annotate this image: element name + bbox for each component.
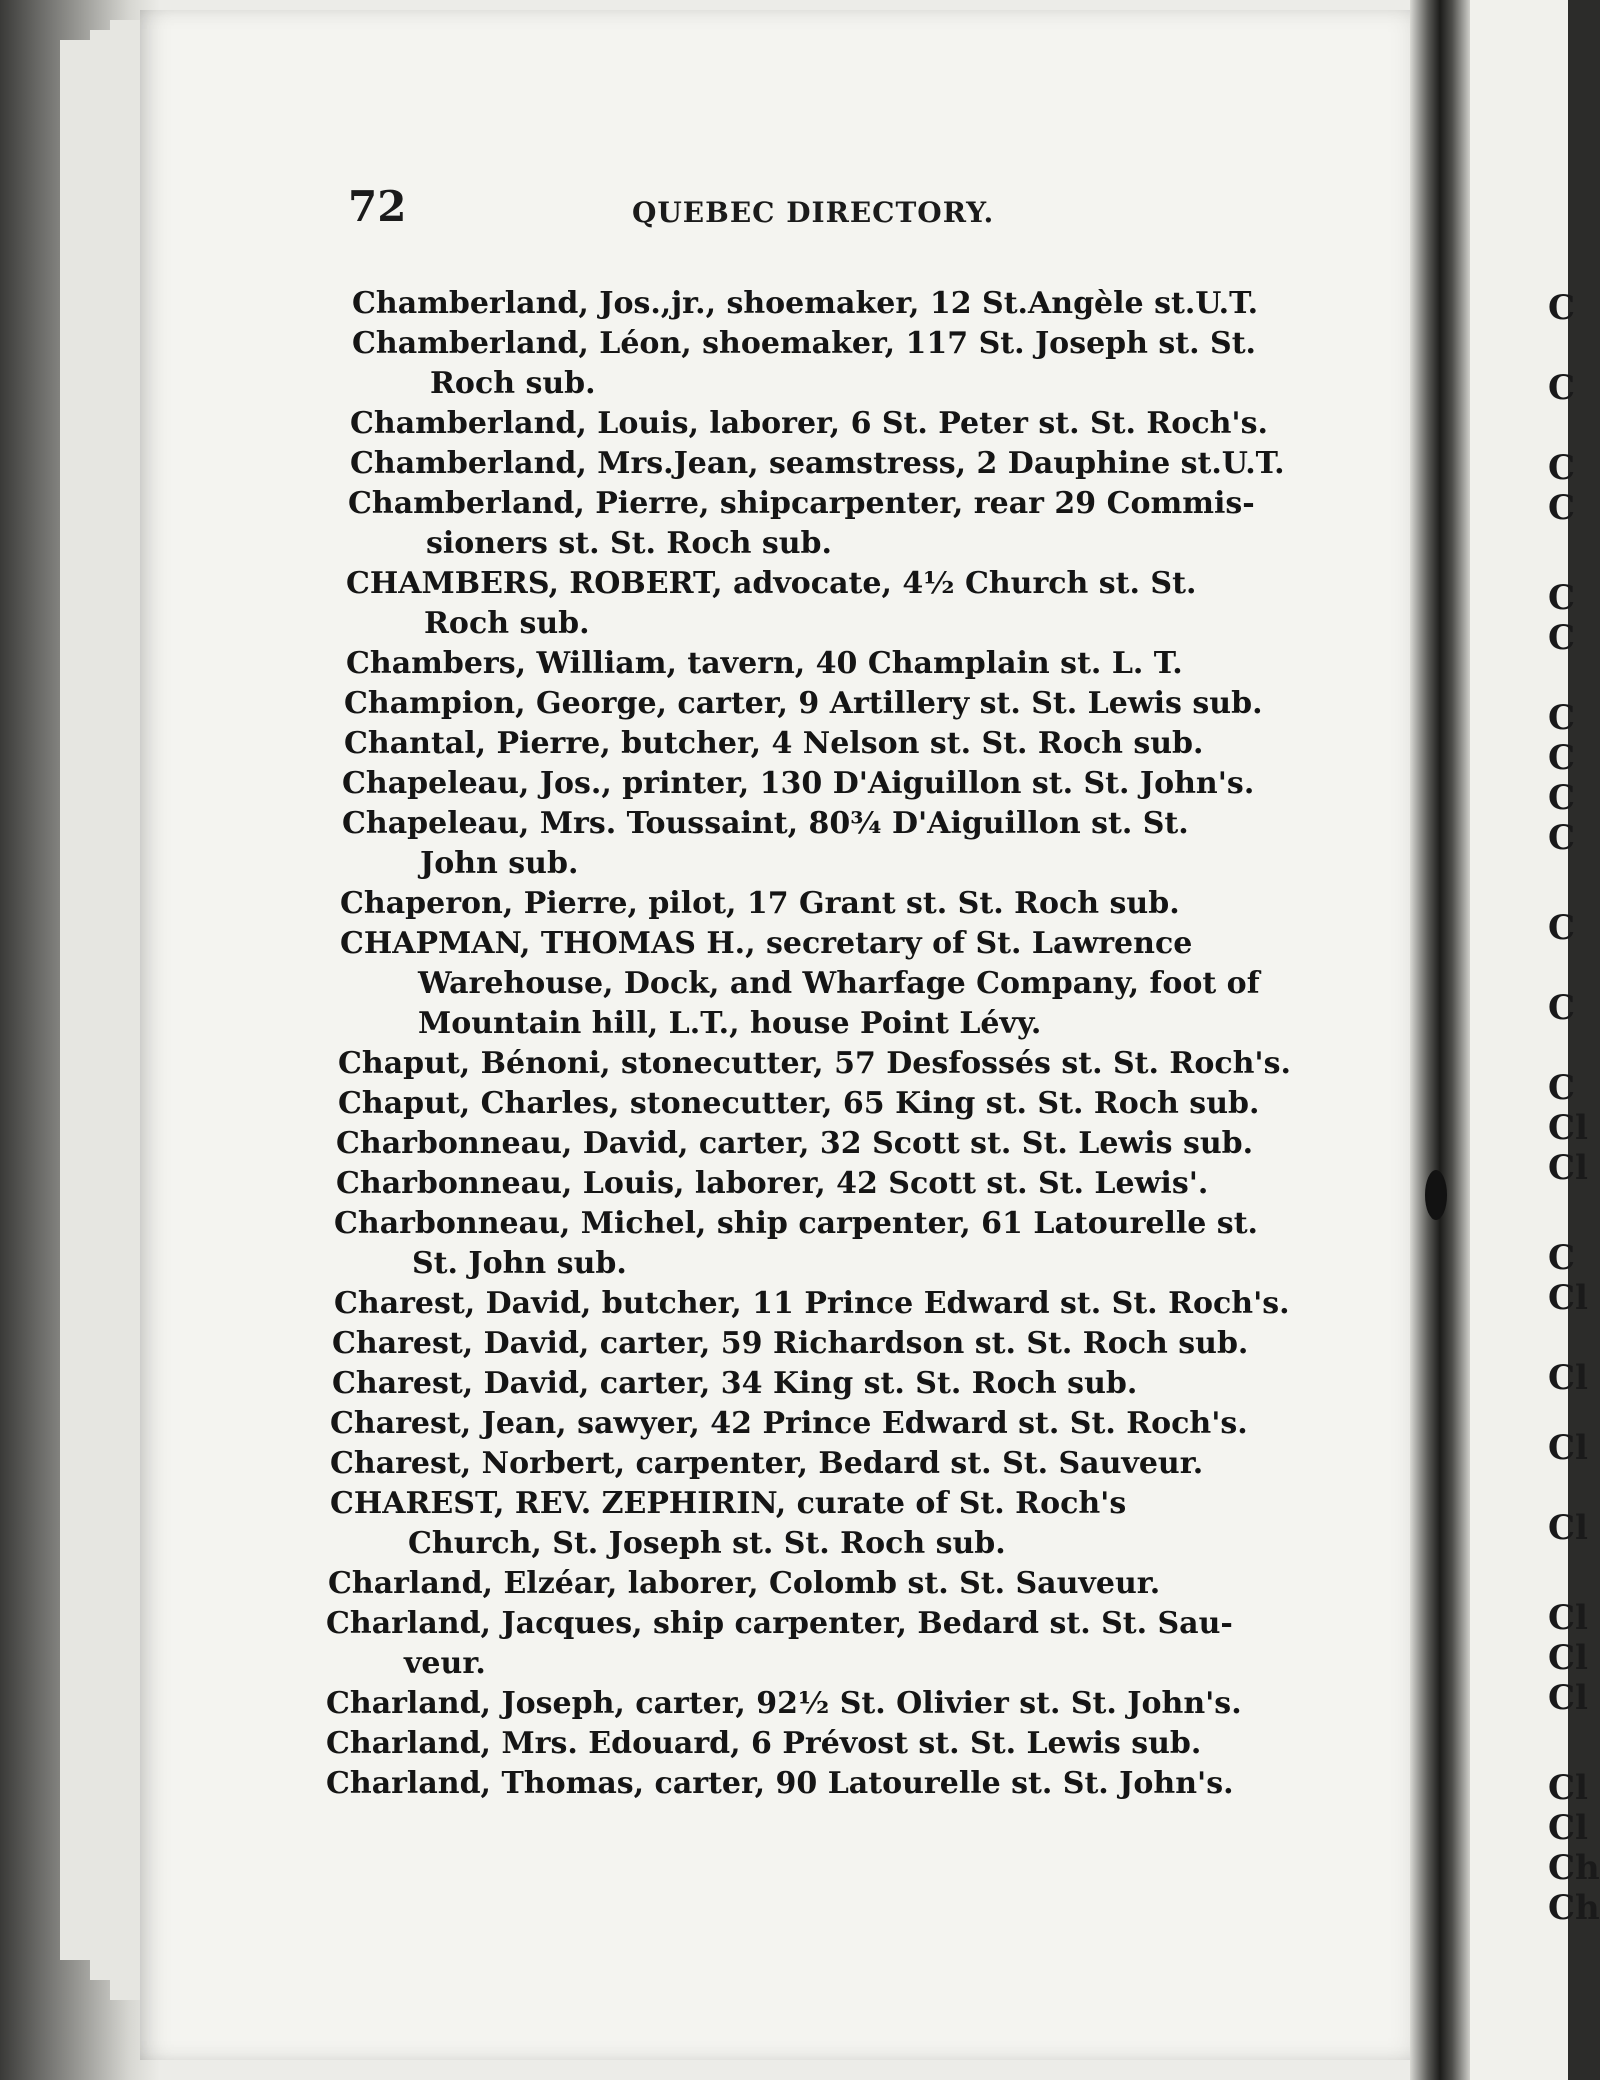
facing-page-letter: C [1548,1238,1576,1278]
directory-entry [326,1684,1242,1724]
directory-entry [338,1044,1291,1084]
directory-entry [326,1764,1234,1804]
directory-entry [330,1404,1248,1444]
entry-continuation: Roch sub. [424,606,590,641]
directory-entry [330,1444,1203,1484]
entry-continuation: Roch sub. [430,366,596,401]
facing-page-letter: Cl [1548,1148,1588,1188]
directory-entry [328,1564,1160,1604]
facing-page-letter: Cl [1548,1768,1588,1808]
directory-entry [340,884,1180,924]
facing-page-letter: C [1548,738,1576,778]
facing-page-letter: C [1548,578,1576,618]
entry-line: Charbonneau, Michel, ship carpenter, 61 Latourelle st. [334,1206,1258,1241]
entry-line: Champion, George, carter, 9 Artillery st. St. Lewis sub. [344,686,1263,721]
directory-entry [334,1284,1290,1324]
entry-line: Charland, Thomas, carter, 90 Latourelle st. St. John's. [326,1766,1234,1801]
facing-page-letter: C [1548,988,1576,1028]
entry-continuation: Church, St. Joseph st. St. Roch sub. [408,1526,1006,1561]
facing-page-letter: C [1548,368,1576,408]
ink-blot [1425,1170,1447,1220]
directory-entry [340,924,1260,1044]
entry-line: Charland, Jacques, ship carpenter, Bedard st. St. Sau- [326,1606,1233,1641]
entry-line: Charbonneau, Louis, laborer, 42 Scott st. St. Lewis'. [336,1166,1209,1201]
entry-continuation: John sub. [420,846,579,881]
directory-entry [334,1204,1258,1284]
facing-page-letter: Ch [1548,1848,1600,1888]
directory-entry [330,1484,1126,1564]
facing-page-letter: Cl [1548,1358,1588,1398]
entry-line: CHAMBERS, ROBERT, advocate, 4½ Church st. St. [346,566,1197,601]
entry-line: Chaput, Charles, stonecutter, 65 King st. St. Roch sub. [338,1086,1260,1121]
facing-page-letter: Cl [1548,1808,1588,1848]
entry-line: CHAPMAN, THOMAS H., secretary of St. Lawrence [340,926,1193,961]
directory-entry [326,1604,1233,1684]
entry-line: Chamberland, Louis, laborer, 6 St. Peter st. St. Roch's. [350,406,1268,441]
directory-entry [346,644,1183,684]
facing-page-letter: Cl [1548,1638,1588,1678]
facing-page-letter: Cl [1548,1278,1588,1318]
page-number: 72 [348,182,407,231]
entry-line: Charest, David, butcher, 11 Prince Edward st. St. Roch's. [334,1286,1290,1321]
entry-line: Charest, David, carter, 34 King st. St. Roch sub. [332,1366,1138,1401]
entry-line: Charland, Mrs. Edouard, 6 Prévost st. St. Lewis sub. [326,1726,1202,1761]
facing-page-letter: C [1548,1068,1576,1108]
directory-entry [352,324,1256,404]
entry-line: Charland, Joseph, carter, 92½ St. Olivier st. St. John's. [326,1686,1242,1721]
entry-continuation: sioners st. St. Roch sub. [426,526,832,561]
directory-entry [342,804,1189,884]
facing-page-letter: Ch [1548,1888,1600,1928]
directory-entry [352,284,1258,324]
entry-line: Charbonneau, David, carter, 32 Scott st. St. Lewis sub. [336,1126,1254,1161]
entry-continuation: veur. [404,1646,486,1681]
facing-page-letter: C [1548,698,1576,738]
entry-line: Chamberland, Jos.,jr., shoemaker, 12 St.Angèle st.U.T. [352,286,1259,321]
facing-page-letter: Cl [1548,1678,1588,1718]
facing-page-letter: Cl [1548,1598,1588,1638]
directory-entry [348,484,1255,564]
facing-page-letter: C [1548,818,1576,858]
directory-entry [332,1324,1248,1364]
directory-entry [332,1364,1137,1404]
entry-line: Chamberland, Léon, shoemaker, 117 St. Joseph st. St. [352,326,1256,361]
facing-page-letter: C [1548,908,1576,948]
directory-entry [338,1084,1259,1124]
directory-entry [350,404,1268,444]
entry-line: Charland, Elzéar, laborer, Colomb st. St. Sauveur. [328,1566,1161,1601]
entry-continuation: Mountain hill, L.T., house Point Lévy. [418,1006,1042,1041]
entry-line: Chapeleau, Mrs. Toussaint, 80¾ D'Aiguillon st. St. [342,806,1189,841]
entry-line: Chamberland, Mrs.Jean, seamstress, 2 Dauphine st.U.T. [350,446,1285,481]
entry-line: Chambers, William, tavern, 40 Champlain st. L. T. [346,646,1183,681]
directory-entry [342,764,1254,804]
entry-line: Charest, David, carter, 59 Richardson st. St. Roch sub. [332,1326,1249,1361]
entry-line: Chaput, Bénoni, stonecutter, 57 Desfossés st. St. Roch's. [338,1046,1291,1081]
directory-entry [350,444,1285,484]
entry-line: Charest, Jean, sawyer, 42 Prince Edward st. St. Roch's. [330,1406,1248,1441]
entry-continuation: Warehouse, Dock, and Wharfage Company, foot of [418,966,1260,1001]
directory-entry [336,1124,1253,1164]
facing-page-letter: C [1548,618,1576,658]
entry-line: Chantal, Pierre, butcher, 4 Nelson st. St. Roch sub. [344,726,1204,761]
facing-page-letter: Cl [1548,1508,1588,1548]
directory-entry [346,564,1196,644]
entry-line: Charest, Norbert, carpenter, Bedard st. St. Sauveur. [330,1446,1204,1481]
facing-page-letter: C [1548,778,1576,818]
facing-page-letter: C [1548,288,1576,328]
entry-line: Chapeleau, Jos., printer, 130 D'Aiguillon st. St. John's. [342,766,1255,801]
entry-line: Chamberland, Pierre, shipcarpenter, rear 29 Commis- [348,486,1255,521]
facing-page-letter: C [1548,488,1576,528]
directory-entry [344,724,1203,764]
facing-page-letter: Cl [1548,1428,1588,1468]
entry-continuation: St. John sub. [412,1246,627,1281]
directory-entry [336,1164,1208,1204]
running-head: QUEBEC DIRECTORY. [632,196,995,229]
book-gutter [1410,0,1470,2080]
entry-line: Chaperon, Pierre, pilot, 17 Grant st. St. Roch sub. [340,886,1180,921]
facing-page-letter: Cl [1548,1108,1588,1148]
directory-entry [344,684,1263,724]
facing-page-letter: C [1548,448,1576,488]
directory-entry [326,1724,1201,1764]
entry-line: CHAREST, REV. ZEPHIRIN, curate of St. Roch's [330,1486,1127,1521]
